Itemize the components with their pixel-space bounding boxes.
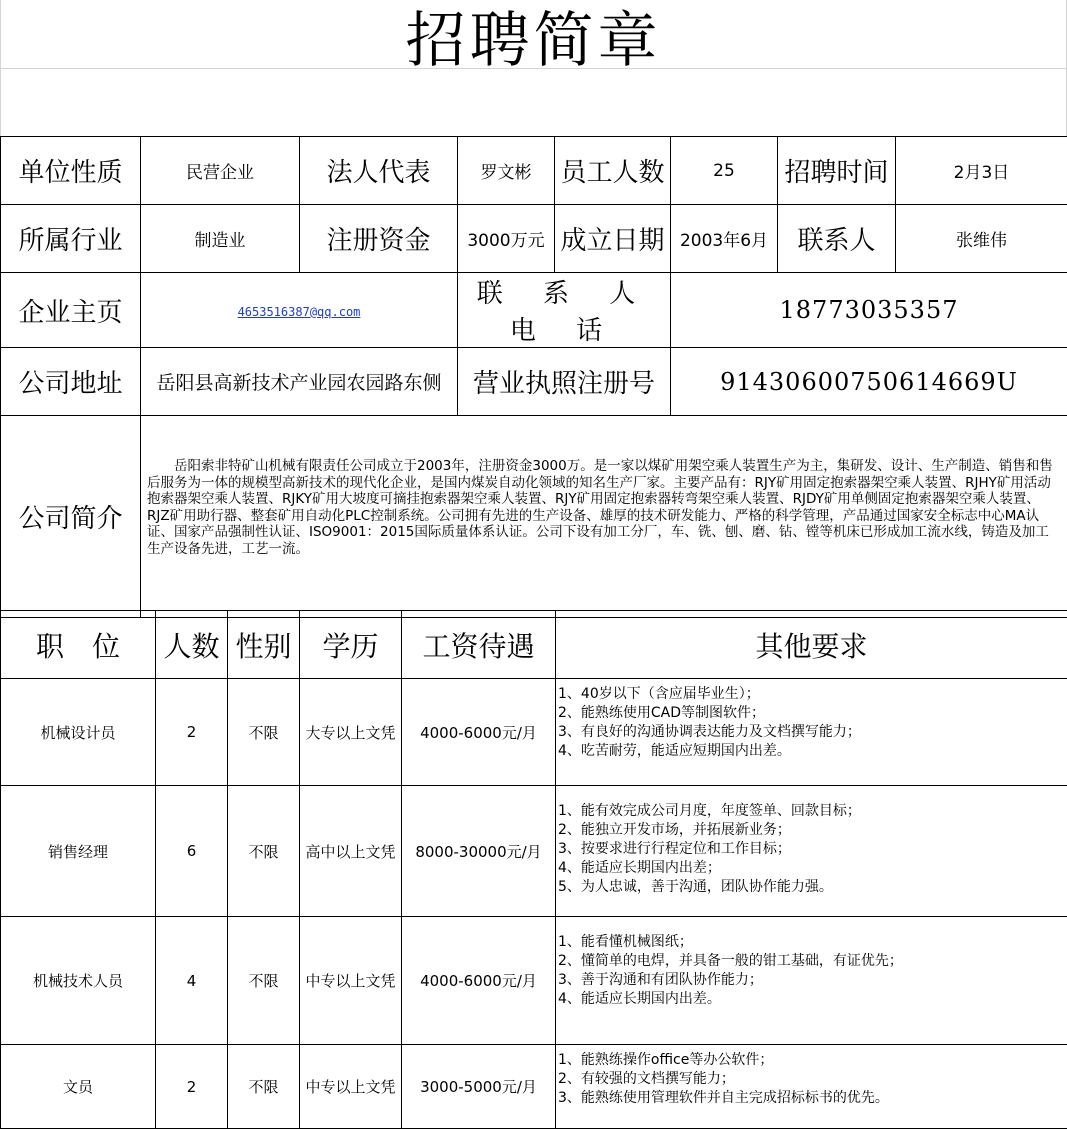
nature-label: 单位性质 (1, 137, 141, 205)
requirement-item: 3、能熟练使用管理软件并自主完成招标标书的优先。 (558, 1090, 889, 1106)
job-position: 文员 (1, 1045, 156, 1129)
job-education: 高中以上文凭 (300, 786, 402, 917)
job-position: 机械技术人员 (1, 917, 156, 1045)
recruit-time-label: 招聘时间 (778, 137, 896, 205)
requirement-item: 4、吃苦耐劳，能适应短期国内出差。 (558, 743, 791, 759)
job-gender: 不限 (228, 1045, 300, 1129)
job-salary: 4000-6000元/月 (402, 679, 556, 786)
requirement-item: 4、能适应长期国内出差； (558, 860, 721, 876)
job-count: 2 (156, 679, 228, 786)
job-requirements (556, 917, 1067, 1045)
requirement-item: 1、能熟练操作office等办公软件； (558, 1052, 774, 1068)
intro-label: 公司简介 (1, 416, 141, 618)
industry-label: 所属行业 (1, 205, 141, 273)
job-requirements (556, 679, 1067, 786)
header-salary: 工资待遇 (402, 611, 556, 679)
info-row (1, 137, 1067, 205)
nature-value: 民营企业 (141, 137, 300, 205)
header-gender: 性别 (228, 611, 300, 679)
founded-value: 2003年6月 (671, 205, 778, 273)
table-row (1, 1045, 1067, 1129)
job-requirements (556, 786, 1067, 917)
job-education: 大专以上文凭 (300, 679, 402, 786)
requirement-item: 4、能适应长期国内出差。 (558, 991, 721, 1007)
contact-value: 张维伟 (896, 205, 1067, 273)
page-title: 招聘简章 (405, 6, 662, 76)
job-salary: 8000-30000元/月 (402, 786, 556, 917)
job-count: 2 (156, 1045, 228, 1129)
founded-label: 成立日期 (555, 205, 671, 273)
info-row (1, 416, 1067, 618)
legal-rep-value: 罗文彬 (458, 137, 555, 205)
address-label: 公司地址 (1, 348, 141, 416)
homepage-cell (141, 273, 458, 348)
address-value: 岳阳县高新技术产业园农园路东侧 (141, 348, 458, 416)
job-requirements (556, 1045, 1067, 1129)
requirement-item: 2、有较强的文档撰写能力； (558, 1071, 735, 1087)
job-gender: 不限 (228, 786, 300, 917)
table-row (1, 679, 1067, 786)
job-salary: 3000-5000元/月 (402, 1045, 556, 1129)
header-education: 学历 (300, 611, 402, 679)
job-education: 中专以上文凭 (300, 917, 402, 1045)
info-row (1, 205, 1067, 273)
requirement-item: 1、能有效完成公司月度，年度签单、回款目标； (558, 803, 861, 819)
requirement-item: 3、有良好的沟通协调表达能力及文档撰写能力； (558, 724, 861, 740)
intro-cell (141, 416, 1067, 618)
info-row (1, 273, 1067, 348)
employees-label: 员工人数 (555, 137, 671, 205)
job-count: 4 (156, 917, 228, 1045)
table-row (1, 917, 1067, 1045)
phone-value: 18773035357 (671, 273, 1067, 348)
requirement-item: 2、能独立开发市场，并拓展新业务； (558, 822, 791, 838)
industry-value: 制造业 (141, 205, 300, 273)
header-position: 职 位 (1, 611, 156, 679)
phone-label: 联 系 人 电 话 (458, 273, 671, 348)
license-value: 91430600750614669U (671, 348, 1067, 416)
jobs-header-row (1, 611, 1067, 679)
jobs-table (0, 610, 1067, 1129)
job-count: 6 (156, 786, 228, 917)
job-position: 销售经理 (1, 786, 156, 917)
employees-value: 25 (671, 137, 778, 205)
header-count: 人数 (156, 611, 228, 679)
job-gender: 不限 (228, 917, 300, 1045)
requirement-item: 1、能看懂机械图纸； (558, 934, 693, 950)
legal-rep-label: 法人代表 (300, 137, 458, 205)
job-position: 机械设计员 (1, 679, 156, 786)
homepage-label: 企业主页 (1, 273, 141, 348)
requirement-item: 5、为人忠诚，善于沟通，团队协作能力强。 (558, 879, 833, 895)
requirement-item: 1、40岁以下（含应届毕业生）； (558, 686, 760, 702)
table-row (1, 786, 1067, 917)
recruit-time-value: 2月3日 (896, 137, 1067, 205)
capital-label: 注册资金 (300, 205, 458, 273)
job-education: 中专以上文凭 (300, 1045, 402, 1129)
homepage-link[interactable]: 4653516387@qq.com (237, 304, 361, 319)
requirement-item: 2、懂简单的电焊，并具备一般的钳工基础，有证优先； (558, 953, 903, 969)
requirement-item: 2、能熟练使用CAD等制图软件； (558, 705, 766, 721)
job-gender: 不限 (228, 679, 300, 786)
requirement-item: 3、按要求进行行程定位和工作目标； (558, 841, 791, 857)
license-label: 营业执照注册号 (458, 348, 671, 416)
header-requirements: 其他要求 (556, 611, 1067, 679)
intro-text: 岳阳索非特矿山机械有限责任公司成立于2003年，注册资金3000万。是一家以煤矿用架空乘人装置生产为主，集研发、设计、生产制造、销售和售后服务为一体的规模型高新技术的现代化企业，是国内煤炭自动化领域的知名生产厂家。主要产品有：RJY矿用固定抱索器架空乘人装置、RJHY矿用活动抱索器架空乘人装置、RJKY矿用大坡度可摘挂抱索器架空乘人装置、RJY矿用固定抱索器转弯架空乘人装置、RJDY矿用单侧固定抱索器架空乘人装置、RJZ矿用助行器、整套矿用自动化PLC控制系统。公司拥有先进的生产设备、雄厚的技术研发能力、严格的科学管理，产品通过国家安全标志中心MA认证、国家产品强制性认证、ISO9001：2015国际质量体系认证。公司下设有加工分厂，车、铣、刨、磨、钻、镗等机床已形成加工流水线，铸造及加工生产设备先进，工艺一流。 (147, 458, 1053, 557)
company-info-table (0, 136, 1067, 618)
requirement-item: 3、善于沟通和有团队协作能力； (558, 972, 763, 988)
info-row (1, 348, 1067, 416)
job-salary: 4000-6000元/月 (402, 917, 556, 1045)
contact-label: 联系人 (778, 205, 896, 273)
capital-value: 3000万元 (458, 205, 555, 273)
